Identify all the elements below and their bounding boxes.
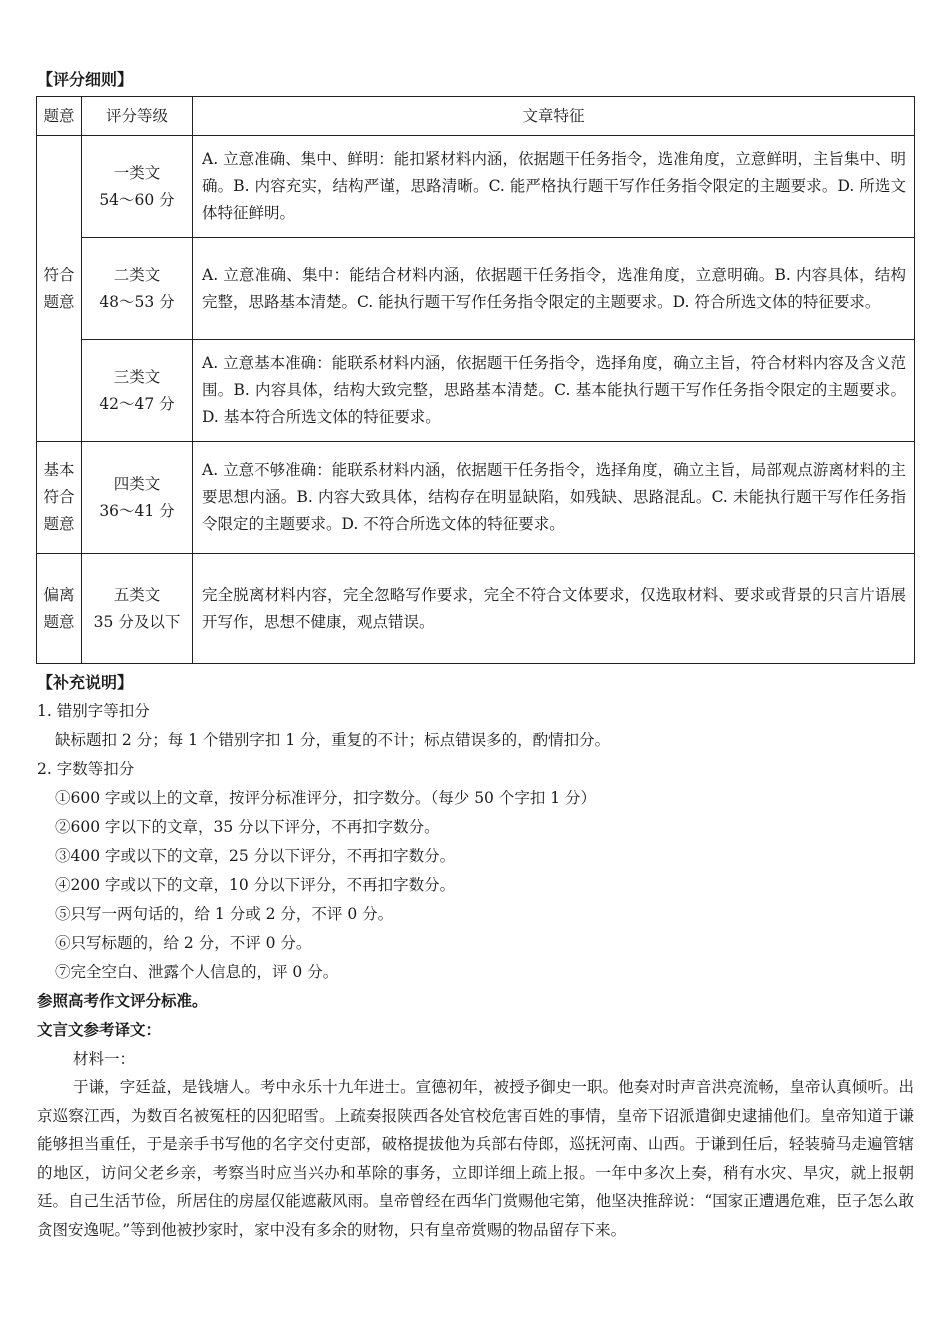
grade-cell: [82, 442, 193, 554]
table-row: [37, 442, 915, 554]
grade-score: 42～47 分: [99, 394, 175, 413]
header-feature: 文章特征: [193, 97, 915, 136]
list-item: ⑦完全空白、泄露个人信息的，评 0 分。: [55, 963, 339, 981]
table-row: [37, 554, 915, 664]
feature-cell: 完全脱离材料内容，完全忽略写作要求，完全不符合文体要求，仅选取材料、要求或背景的只言片语展开写作，思想不健康，观点错误。: [193, 554, 915, 664]
grade-score: 48～53 分: [99, 292, 175, 311]
list-item: ⑥只写标题的，给 2 分，不评 0 分。: [55, 934, 312, 952]
grade-label: 二类文: [113, 265, 161, 284]
list-item: ②600 字以下的文章，35 分以下评分，不再扣字数分。: [55, 818, 440, 836]
feature-cell: A. 立意基本准确：能联系材料内涵，依据题干任务指令，选择角度，确立主旨，符合材料内容及含义范围。B. 内容具体，结构大致完整，思路基本清楚。C. 基本能执行题干写作任务指令限定的主题要求。D. 基本符合所选文体的特征要求。: [193, 340, 915, 442]
supplement-item1-body: 缺标题扣 2 分；每 1 个错别字扣 1 分，重复的不计；标点错误多的，酌情扣分。: [55, 731, 611, 749]
grade-cell: [82, 340, 193, 442]
list-item: ③400 字或以下的文章，25 分以下评分，不再扣字数分。: [55, 847, 456, 865]
grade-label: 一类文: [113, 163, 161, 182]
table-row: [37, 340, 915, 442]
grade-cell: [82, 238, 193, 340]
topic-cell: 偏离题意: [37, 554, 82, 664]
grade-label: 五类文: [113, 585, 161, 604]
translation-paragraph: 于谦，字廷益，是钱塘人。考中永乐十九年进士。宣德初年，被授予御史一职。他奏对时声音洪亮流畅，皇帝认真倾听。出京巡察江西，为数百名被冤枉的囚犯昭雪。上疏奏报陕西各处官校危害百姓的事情，皇帝下诏派遣御史逮捕他们。皇帝知道于谦能够担当重任，于是亲手书写他的名字交付吏部，破格提拔他为兵部右侍郎，巡抚河南、山西。于谦到任后，轻装骑马走遍管辖的地区，访问父老乡亲，考察当时应当兴办和革除的事务，立即详细上疏上报。一年中多次上奏，稍有水灾、旱灾，就上报朝廷。自己生活节俭，所居住的房屋仅能遮蔽风雨。皇帝曾经在西华门赏赐他宅第，他坚决推辞说：“国家正遭遇危难，臣子怎么敢贪图安逸呢。”等到他被抄家时，家中没有多余的财物，只有皇帝赏赐的物品留存下来。: [37, 1078, 914, 1239]
list-item: ⑤只写一两句话的，给 1 分或 2 分，不评 0 分。: [55, 905, 394, 923]
translation-heading: 文言文参考译文：: [37, 1021, 162, 1039]
grade-score: 35 分及以下: [93, 612, 181, 631]
grade-score: 54～60 分: [99, 190, 175, 209]
table-row: [37, 238, 915, 340]
grade-label: 四类文: [113, 474, 161, 493]
feature-cell: A. 立意准确、集中、鲜明：能扣紧材料内涵，依据题干任务指令，选准角度，立意鲜明，主旨集中、明确。B. 内容充实，结构严谨，思路清晰。C. 能严格执行题干写作任务指令限定的主题要求。D. 所选文体特征鲜明。: [193, 136, 915, 238]
topic-cell: 符合题意: [37, 136, 82, 442]
supplement-item2-title: 2. 字数等扣分: [37, 760, 135, 778]
feature-cell: A. 立意不够准确：能联系材料内涵，依据题干任务指令，选择角度，确立主旨，局部观点游离材料的主要思想内涵。B. 内容大致具体，结构存在明显缺陷，如残缺、思路混乱。C. 未能执行题干写作任务指令限定的主题要求。D. 不符合所选文体的特征要求。: [193, 442, 915, 554]
header-grade: 评分等级: [82, 97, 193, 136]
header-topic: 题意: [37, 97, 82, 136]
rubric-heading: 【评分细则】: [37, 70, 134, 89]
material-label: 材料一：: [73, 1050, 136, 1068]
list-item: ①600 字或以上的文章，按评分标准评分，扣字数分。（每少 50 个字扣 1 分）: [55, 789, 597, 807]
grade-cell: [82, 136, 193, 238]
supplement-heading: 【补充说明】: [37, 673, 134, 692]
supplement-item1-title: 1. 错别字等扣分: [37, 702, 150, 720]
table-header-row: [37, 97, 915, 136]
grade-cell: [82, 554, 193, 664]
reference-line: 参照高考作文评分标准。: [37, 992, 208, 1010]
topic-cell: 基本符合题意: [37, 442, 82, 554]
list-item: ④200 字或以下的文章，10 分以下评分，不再扣字数分。: [55, 876, 456, 894]
rubric-table: [36, 96, 915, 664]
grade-label: 三类文: [113, 367, 161, 386]
feature-cell: A. 立意准确、集中：能结合材料内涵，依据题干任务指令，选准角度，立意明确。B. 内容具体，结构完整，思路基本清楚。C. 能执行题干写作任务指令限定的主题要求。D. 符合所选文体的特征要求。: [193, 238, 915, 340]
table-row: [37, 136, 915, 238]
grade-score: 36～41 分: [99, 501, 175, 520]
